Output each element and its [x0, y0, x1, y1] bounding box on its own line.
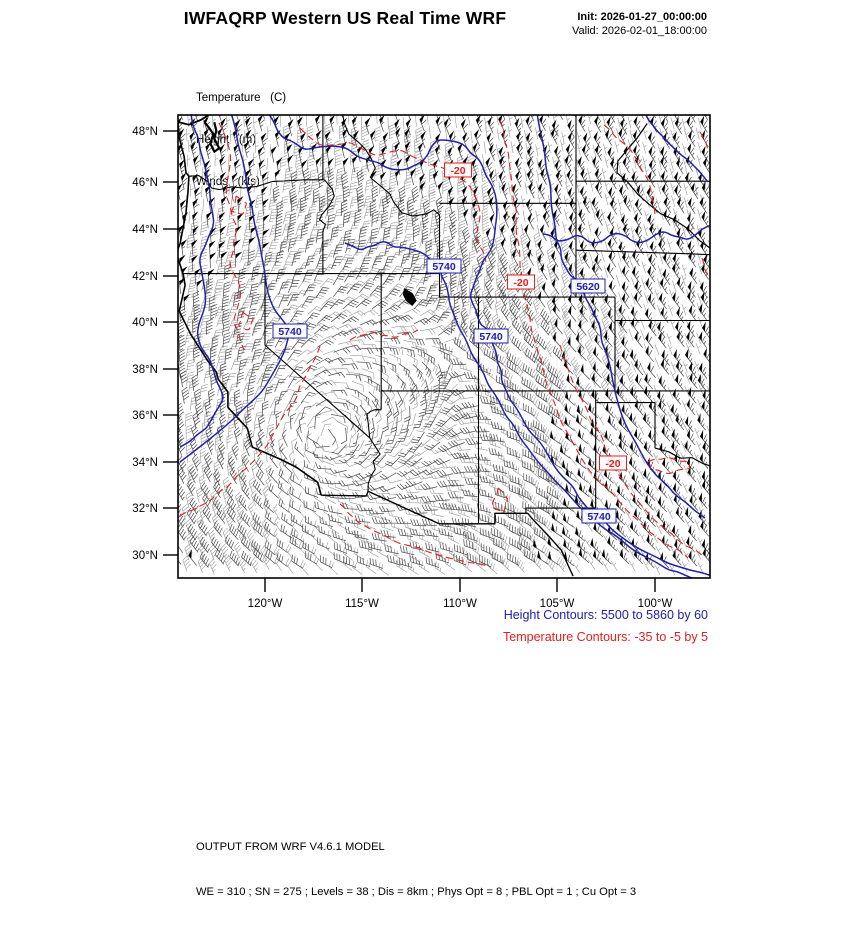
svg-text:-20: -20 — [450, 164, 466, 177]
lon-axis-label: 115°W — [345, 598, 379, 610]
footer-config-line: WE = 310 ; SN = 275 ; Levels = 38 ; Dis = 8km ; Phys Opt = 8 ; PBL Opt = 1 ; Cu Opt = 3 — [196, 886, 637, 898]
lat-axis-label: 32°N — [132, 503, 158, 515]
lon-axis-label: 105°W — [539, 598, 575, 610]
footer-model-line: OUTPUT FROM WRF V4.6.1 MODEL — [196, 841, 385, 853]
temperature-contour-label — [445, 163, 472, 177]
border-ca-nv — [265, 274, 370, 438]
svg-text:5740: 5740 — [479, 330, 503, 343]
lat-axis-label: 38°N — [132, 364, 158, 376]
height-contour-line — [180, 113, 223, 447]
svg-text:5620: 5620 — [576, 280, 600, 293]
lon-axis-label: 110°W — [443, 598, 477, 610]
height-contour-label — [474, 329, 508, 343]
svg-text:-20: -20 — [605, 457, 621, 470]
valid-time: Valid: 2026-02-01_18:00:00 — [572, 24, 707, 37]
border-colorado-river-az-ca — [368, 438, 380, 491]
wind-barbs-main — [173, 105, 712, 569]
lat-axis-label: 30°N — [132, 550, 158, 562]
lat-axis-label: 42°N — [132, 271, 158, 283]
lat-axis-label: 34°N — [132, 457, 158, 469]
lat-axis-label: 44°N — [132, 224, 158, 236]
legend-temperature: Temperature (C) — [196, 92, 287, 104]
temperature-contour-line — [350, 330, 418, 340]
svg-text:5740: 5740 — [432, 260, 456, 273]
temperature-contour-label — [508, 275, 535, 289]
svg-text:5740: 5740 — [278, 325, 302, 338]
lat-axis-label: 36°N — [132, 410, 158, 422]
height-contour-label — [273, 324, 307, 338]
border-or-id-snake — [320, 180, 335, 274]
border-nv-az-river — [367, 410, 381, 438]
lat-axis-label: 40°N — [132, 317, 158, 329]
chart-title: IWFAQRP Western US Real Time WRF — [183, 8, 507, 28]
svg-text:-20: -20 — [513, 276, 529, 289]
temperature-contour-note: Temperature Contours: -35 to -5 by 5 — [503, 630, 708, 644]
height-contour-label — [582, 509, 616, 523]
lat-axis-label: 46°N — [132, 177, 158, 189]
legend-height: Height (m) — [196, 134, 257, 146]
legend-winds: Winds (kts) — [196, 176, 260, 188]
lon-axis-label: 120°W — [247, 598, 283, 610]
lon-axis-label: 100°W — [637, 598, 673, 610]
model-footer — [196, 810, 636, 930]
init-time: Init: 2026-01-27_00:00:00 — [577, 11, 707, 23]
lat-axis-label: 48°N — [132, 126, 158, 138]
height-contour-label — [427, 259, 461, 273]
height-contour-label — [571, 279, 605, 293]
height-contour-note: Height Contours: 5500 to 5860 by 60 — [503, 608, 708, 622]
temperature-contour-label — [600, 456, 627, 470]
svg-text:5740: 5740 — [587, 510, 611, 523]
